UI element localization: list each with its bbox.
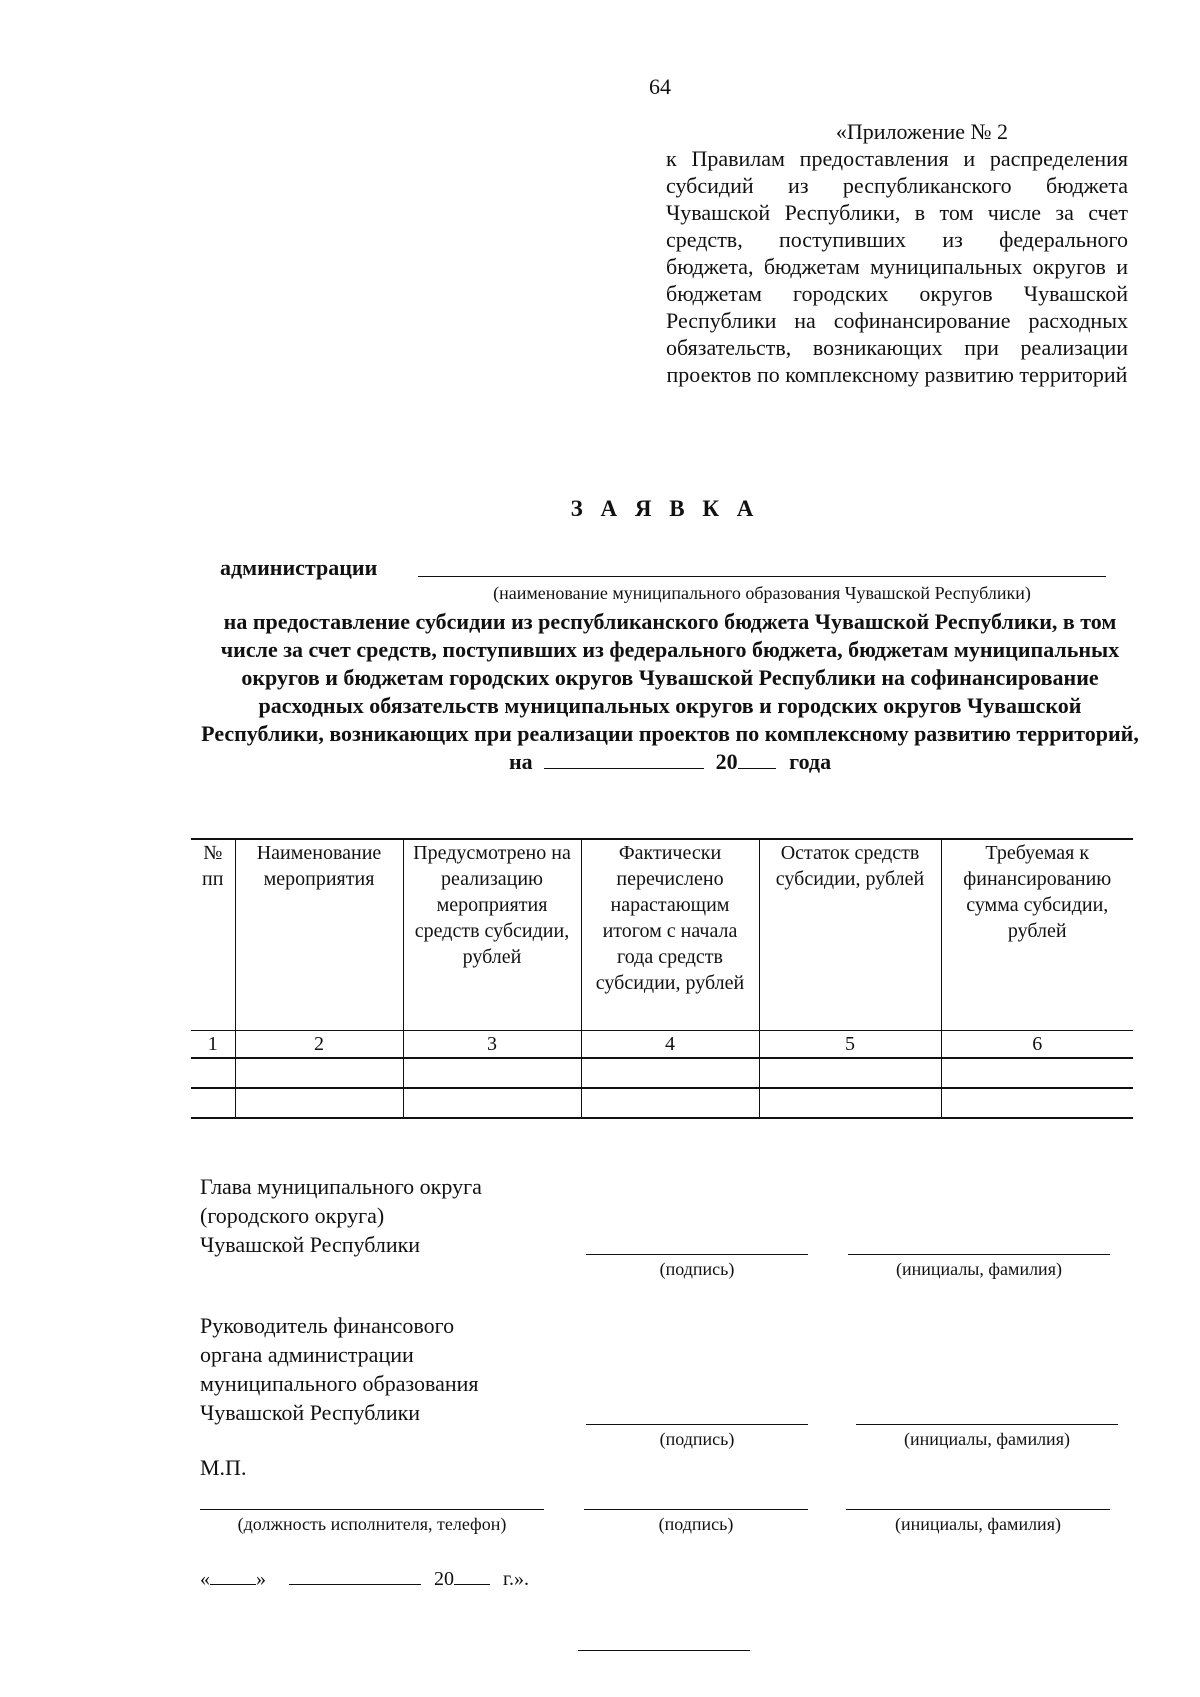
executor-position-line[interactable] — [200, 1509, 544, 1510]
finance-name-caption: (инициалы, фамилия) — [904, 1429, 1070, 1449]
head-name-caption: (инициалы, фамилия) — [896, 1259, 1062, 1279]
head-title-line: (городского округа) — [200, 1203, 385, 1228]
col-number: 4 — [581, 1031, 759, 1059]
table-cell[interactable] — [759, 1058, 941, 1088]
col-number: 2 — [235, 1031, 403, 1059]
date-year-suffix: г.». — [503, 1568, 529, 1590]
table-cell[interactable] — [191, 1088, 235, 1118]
finance-signature-caption: (подпись) — [659, 1429, 735, 1449]
document-title: З А Я В К А — [570, 496, 760, 521]
appendix-title: «Приложение № 2 — [835, 119, 1008, 144]
request-subject — [200, 608, 1140, 776]
admin-label: администрации — [220, 555, 378, 580]
date-open-quote: « — [200, 1568, 210, 1590]
end-divider — [578, 1650, 750, 1651]
finance-title-line: муниципального образования — [200, 1371, 479, 1396]
table-cell[interactable] — [403, 1058, 581, 1088]
col-header-activity: Наименование мероприятия — [235, 839, 403, 1031]
table-cell[interactable] — [191, 1058, 235, 1088]
head-title-line: Глава муниципального округа — [200, 1174, 482, 1199]
date-year-blank[interactable] — [454, 1568, 490, 1585]
executor-name-line[interactable] — [846, 1509, 1110, 1510]
head-name-line[interactable] — [848, 1254, 1110, 1255]
page-number: 64 — [649, 74, 671, 99]
date-close-quote: » — [256, 1568, 266, 1590]
admin-hint: (наименование муниципального образования Чувашской Республики) — [493, 583, 1031, 603]
month-blank[interactable] — [289, 1568, 421, 1585]
subject-text: на предоставление субсидии из республиканского бюджета Чувашской Республики, в том числе за счет средств, поступивших из федерального бюджета, бюджетам муниципальных округов и бюджетам городских округов Чувашской Республики на софинансирование расходных обязательств муниципальных округов и городских округов Чувашской Республики, возникающих при реализации проектов по комплексному развитию территорий, на — [201, 609, 1139, 774]
table-row — [191, 1088, 1133, 1118]
year-suffix: года — [789, 749, 832, 774]
finance-signature-line[interactable] — [586, 1424, 808, 1425]
column-number-row — [191, 1031, 1133, 1059]
executor-signature-line[interactable] — [584, 1509, 808, 1510]
col-header-number: № пп — [191, 839, 235, 1031]
table-cell[interactable] — [581, 1058, 759, 1088]
executor-signature-caption: (подпись) — [658, 1514, 734, 1534]
table-cell[interactable] — [581, 1088, 759, 1118]
table-header-row — [191, 839, 1133, 1031]
col-header-required: Требуемая к финансированию сумма субсидии, рублей — [941, 839, 1133, 1031]
head-title-line: Чувашской Республики — [200, 1232, 421, 1257]
finance-title-line: органа администрации — [200, 1342, 414, 1367]
col-number: 5 — [759, 1031, 941, 1059]
executor-position-caption: (должность исполнителя, телефон) — [237, 1514, 507, 1534]
col-header-remaining: Остаток средств субсидии, рублей — [759, 839, 941, 1031]
table-cell[interactable] — [403, 1088, 581, 1118]
table-cell[interactable] — [941, 1058, 1133, 1088]
seal-mark: М.П. — [200, 1455, 247, 1480]
day-blank[interactable] — [210, 1568, 256, 1585]
year-blank[interactable] — [738, 750, 776, 769]
date-year-prefix: 20 — [434, 1568, 454, 1590]
col-header-planned: Предусмотрено на реализацию мероприятия средств субсидии, рублей — [403, 839, 581, 1031]
table-cell[interactable] — [235, 1058, 403, 1088]
table-cell[interactable] — [235, 1088, 403, 1118]
period-blank[interactable] — [544, 750, 704, 769]
finance-title-line: Руководитель финансового — [200, 1313, 455, 1338]
year-prefix: 20 — [715, 749, 738, 774]
appendix-body: к Правилам предоставления и распределения субсидий из республиканского бюджета Чувашской Республики, в том числе за счет средств, поступивших из федерального бюджета, бюджетам муниципальных округов и бюджетам городских округов Чувашской Республики на софинансирование расходных обязательств, возникающих при реализации проектов по комплексному развитию территорий — [666, 146, 1128, 387]
head-title — [200, 1172, 482, 1259]
finance-title-line: Чувашской Республики — [200, 1400, 421, 1425]
finance-name-line[interactable] — [856, 1424, 1118, 1425]
subsidy-table — [191, 838, 1133, 1119]
col-number: 3 — [403, 1031, 581, 1059]
col-header-transferred: Фактически перечислено нарастающим итогом с начала года средств субсидии, рублей — [581, 839, 759, 1031]
col-number: 1 — [191, 1031, 235, 1059]
date-row — [200, 1568, 529, 1591]
head-signature-line[interactable] — [586, 1254, 808, 1255]
appendix-block — [666, 118, 1128, 388]
table-cell[interactable] — [941, 1088, 1133, 1118]
executor-name-caption: (инициалы, фамилия) — [895, 1514, 1061, 1534]
table-row — [191, 1058, 1133, 1088]
finance-title — [200, 1311, 479, 1427]
col-number: 6 — [941, 1031, 1133, 1059]
table-cell[interactable] — [759, 1088, 941, 1118]
head-signature-caption: (подпись) — [659, 1259, 735, 1279]
admin-name-blank[interactable] — [418, 576, 1106, 577]
